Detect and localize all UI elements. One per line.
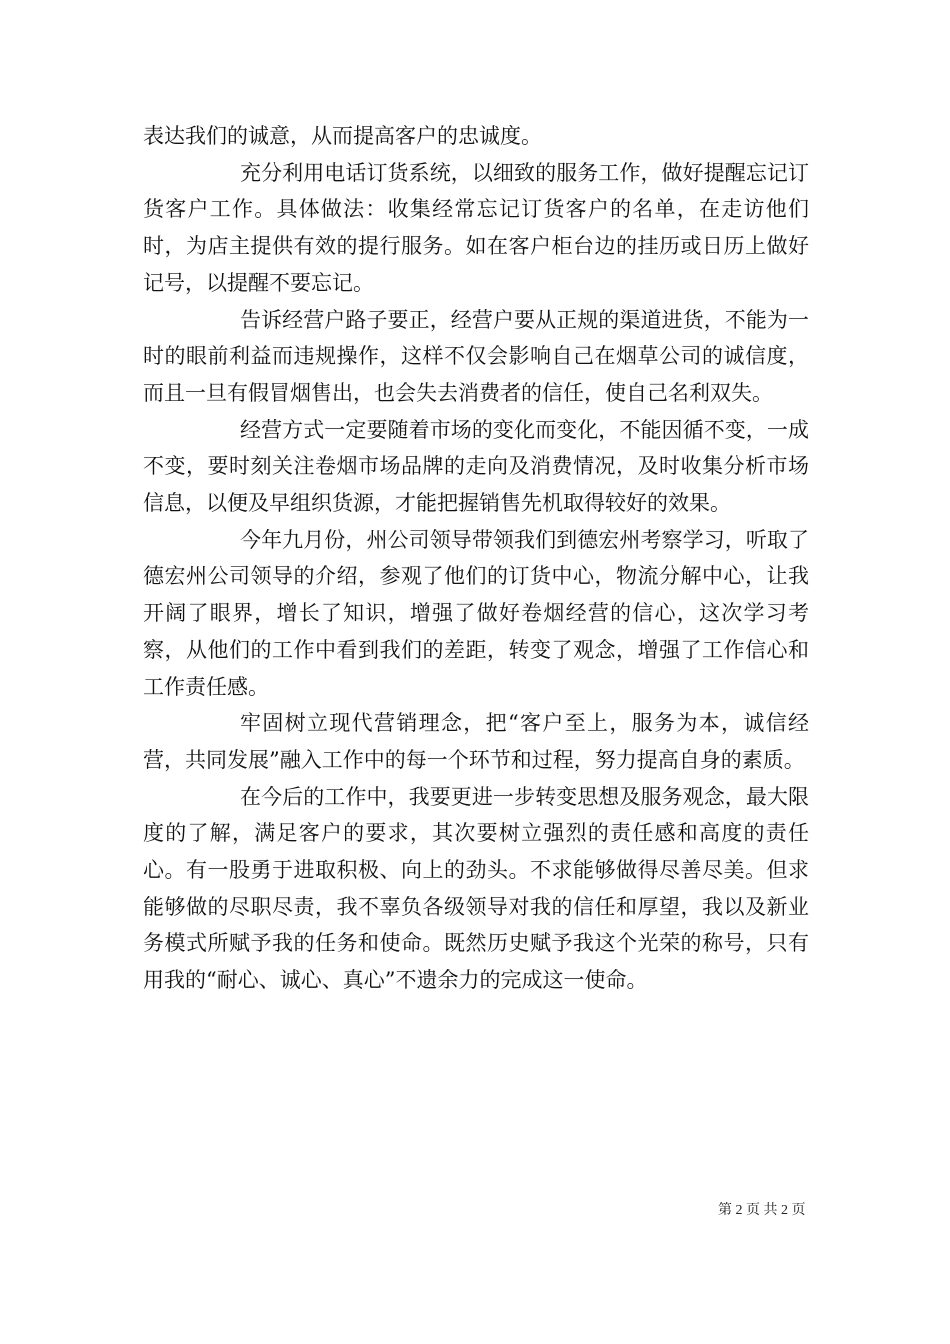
document-body	[143, 118, 809, 999]
paragraph-legal-channels: 告诉经营户路子要正，经营户要从正规的渠道进货，不能为一时的眼前利益而违规操作，这样不仅会影响自己在烟草公司的诚信度，而且一旦有假冒烟售出，也会失去消费者的信任，使自己名利双失。	[143, 307, 809, 405]
paragraph-continuation: 表达我们的诚意，从而提高客户的忠诚度。	[143, 124, 542, 148]
paragraph-study-trip: 今年九月份，州公司领导带领我们到德宏州考察学习，听取了德宏州公司领导的介绍，参观了他们的订货中心，物流分解中心，让我开阔了眼界，增长了知识，增强了做好卷烟经营的信心，这次学习考察，从他们的工作中看到我们的差距，转变了观念，增强了工作信心和工作责任感。	[143, 527, 809, 699]
page-number: 第 2 页 共 2 页	[718, 1203, 806, 1218]
paragraph-market-changes: 经营方式一定要随着市场的变化而变化，不能因循不变，一成不变，要时刻关注卷烟市场品牌的走向及消费情况，及时收集分析市场信息，以便及早组织货源，才能把握销售先机取得较好的效果。	[143, 417, 809, 516]
paragraph-phone-ordering: 充分利用电话订货系统，以细致的服务工作，做好提醒忘记订货客户工作。具体做法：收集经常忘记订货客户的名单，在走访他们时，为店主提供有效的提行服务。如在客户柜台边的挂历或日历上做好记号，以提醒不要忘记。	[143, 160, 809, 295]
paragraph-future-work: 在今后的工作中，我要更进一步转变思想及服务观念，最大限度的了解，满足客户的要求，其次要树立强烈的责任感和高度的责任心。有一股勇于进取积极、向上的劲头。不求能够做得尽善尽美。但求能够做的尽职尽责，我不辜负各级领导对我的信任和厚望，我以及新业务模式所赋予我的任务和使命。既然历史赋予我这个光荣的称号，只有用我的“耐心、诚心、真心”不遗余力的完成这一使命。	[143, 784, 809, 993]
paragraph-marketing-concept: 牢固树立现代营销理念，把“客户至上，服务为本，诚信经营，共同发展”融入工作中的每一个环节和过程，努力提高自身的素质。	[143, 711, 809, 772]
